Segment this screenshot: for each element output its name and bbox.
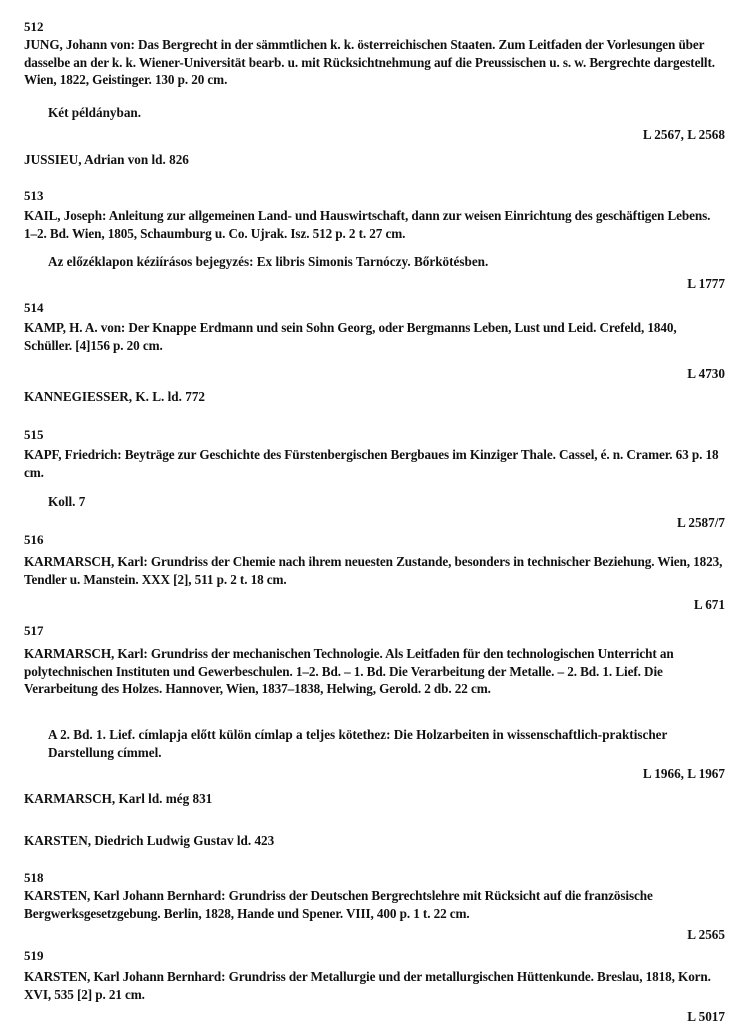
entry-number: 513 xyxy=(24,188,44,203)
entry-location: L 1966, L 1967 xyxy=(642,766,725,781)
entry-text: KAMP, H. A. von: Der Knappe Erdmann und sein Sohn Georg, oder Bergmanns Leben, Lust und Leid. Crefeld, 1840, Schüller. [4]156 p. 20 cm. xyxy=(24,320,677,353)
entry-location: L 2587/7 xyxy=(677,515,725,530)
entry-text: KARSTEN, Karl Johann Bernhard: Grundriss der Metallurgie und der metallurgischen Hüttenkunde. Breslau, 1818, Korn. XVI, 535 [2] p. 21 cm. xyxy=(24,969,711,1002)
entry-text: KAIL, Joseph: Anleitung zur allgemeinen Land- und Hauswirtschaft, dann zur weisen Einrichtung des geschäftigen Lebens. 1–2. Bd. Wien, 1805, Schaumburg u. Co. Ujrak. Isz. 512 p. 2 t. 27 cm. xyxy=(24,208,711,241)
entry-text: KARMARSCH, Karl: Grundriss der Chemie nach ihrem neuesten Zustande, besonders in technischer Beziehung. Wien, 1823, Tendler u. Manstein. XXX [2], 511 p. 2 t. 18 cm. xyxy=(24,554,723,587)
entry-location: L 2567, L 2568 xyxy=(642,127,725,142)
entry-number: 515 xyxy=(24,427,44,442)
entry-number: 519 xyxy=(24,948,44,963)
cross-reference: KARMARSCH, Karl ld. még 831 xyxy=(24,791,213,806)
page-number: 512 xyxy=(24,19,44,34)
entry-note: A 2. Bd. 1. Lief. címlapja előtt külön címlap a teljes kötethez: Die Holzarbeiten in wissenschaftlich-praktischer Darstellung címmel. xyxy=(48,727,668,760)
entry-note: Koll. 7 xyxy=(48,494,86,509)
cross-reference: KARSTEN, Diedrich Ludwig Gustav ld. 423 xyxy=(24,833,275,848)
entry-text: KAPF, Friedrich: Beyträge zur Geschichte des Fürstenbergischen Bergbaues im Kinziger Thale. Cassel, é. n. Cramer. 63 p. 18 cm. xyxy=(24,447,719,480)
entry-location: L 2565 xyxy=(687,927,725,942)
entry-text: JUNG, Johann von: Das Bergrecht in der sämmtlichen k. k. österreichischen Staaten. Zum Leitfaden der Vorlesungen über dasselbe an der k. k. Wiener-Universität bearb. u. mit Rücksichtnehmung auf die Preussischen u. s. w. Bergrechte dargestellt. Wien, 1822, Geistinger. 130 p. 20 cm. xyxy=(24,37,715,87)
entry-number: 517 xyxy=(24,623,44,638)
entry-location: L 671 xyxy=(693,597,725,612)
entry-location: L 4730 xyxy=(687,366,725,381)
cross-reference: KANNEGIESSER, K. L. ld. 772 xyxy=(24,389,206,404)
cross-reference: JUSSIEU, Adrian von ld. 826 xyxy=(24,152,189,167)
entry-note: Két példányban. xyxy=(48,105,142,120)
entry-note: Az előzéklapon kéziírásos bejegyzés: Ex libris Simonis Tarnóczy. Bőrkötésben. xyxy=(48,254,489,269)
entry-text: KARMARSCH, Karl: Grundriss der mechanischen Technologie. Als Leitfaden für den technologischen Unterricht an polytechnischen Instituten und Gewerbeschulen. 1–2. Bd. – 1. Bd. Die Verarbeitung der Metalle. – 2. Bd. 1. Lief. Die Verarbeitung des Holzes. Hannover, Wien, 1837–1838, Helwing, Gerold. 2 db. 22 cm. xyxy=(24,646,674,696)
entry-location: L 5017 xyxy=(687,1009,725,1024)
entry-location: L 1777 xyxy=(687,276,725,291)
entry-number: 518 xyxy=(24,870,44,885)
entry-number: 516 xyxy=(24,532,44,547)
entry-number: 514 xyxy=(24,300,44,315)
entry-text: KARSTEN, Karl Johann Bernhard: Grundriss der Deutschen Bergrechtslehre mit Rücksicht auf die französische Bergwerksgesetzgebung. Berlin, 1828, Hande und Spener. VIII, 400 p. 1 t. 22 cm. xyxy=(24,888,653,921)
